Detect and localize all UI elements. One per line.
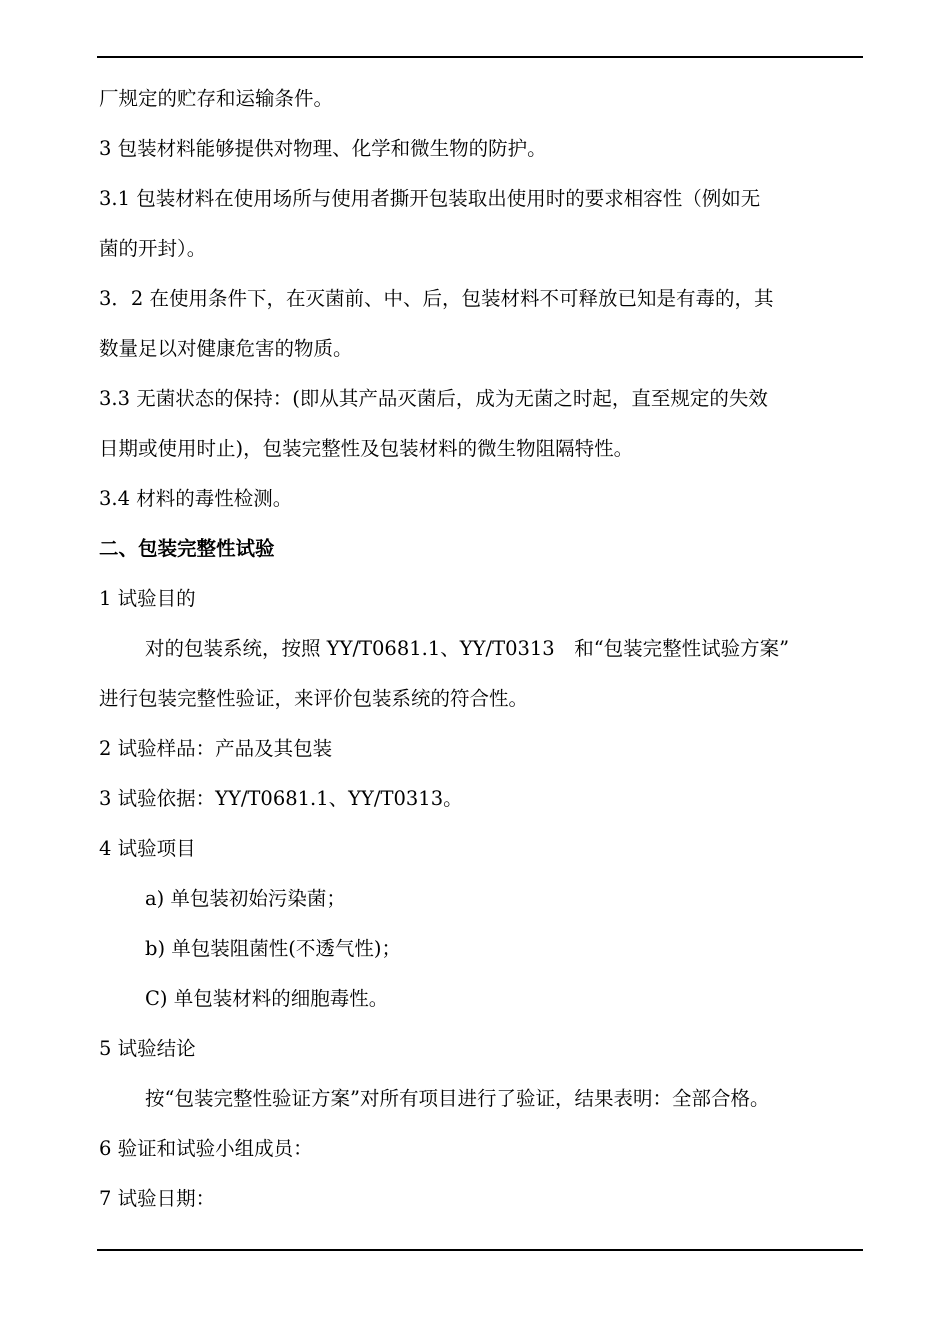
text-line: 3 试验依据：YY/T0681.1、YY/T0313。 <box>99 787 463 810</box>
text-line: 2 试验样品：产品及其包装 <box>99 737 333 760</box>
text-line: 7 试验日期： <box>99 1187 216 1210</box>
document-body <box>99 74 874 1224</box>
text-line: 菌的开封）。 <box>99 237 207 260</box>
text-line: 3.4 材料的毒性检测。 <box>99 487 293 510</box>
text-line: 3 包装材料能够提供对物理、化学和微生物的防护。 <box>99 137 547 160</box>
text-line: 5 试验结论 <box>99 1037 196 1060</box>
text-line: 日期或使用时止)，包装完整性及包装材料的微生物阻隔特性。 <box>99 437 634 460</box>
text-line: 3．2 在使用条件下，在灭菌前、中、后，包装材料不可释放已知是有毒的，其 <box>99 287 774 310</box>
header-rule <box>97 56 863 58</box>
list-item: a) 单包装初始污染菌； <box>145 887 346 910</box>
text-line: 3.1 包装材料在使用场所与使用者撕开包装取出使用时的要求相容性（例如无 <box>99 187 761 210</box>
text-line: 1 试验目的 <box>99 587 196 610</box>
text-line: 对的包装系统，按照 YY/T0681.1、YY/T0313 和“包装完整性试验方案” <box>145 637 790 660</box>
text-line: 3.3 无菌状态的保持：(即从其产品灭菌后，成为无菌之时起，直至规定的失效 <box>99 387 768 410</box>
text-line: 进行包装完整性验证，来评价包装系统的符合性。 <box>99 687 529 710</box>
list-item: C) 单包装材料的细胞毒性。 <box>145 987 389 1010</box>
text-line: 数量足以对健康危害的物质。 <box>99 337 353 360</box>
list-item: b) 单包装阻菌性(不透气性)； <box>145 937 402 960</box>
text-line: 6 验证和试验小组成员： <box>99 1137 313 1160</box>
text-line: 厂规定的贮存和运输条件。 <box>99 87 334 110</box>
footer-rule <box>97 1249 863 1251</box>
text-line: 按“包装完整性验证方案”对所有项目进行了验证，结果表明：全部合格。 <box>145 1087 770 1110</box>
text-line: 4 试验项目 <box>99 837 196 860</box>
section-heading: 二、包装完整性试验 <box>99 537 275 560</box>
